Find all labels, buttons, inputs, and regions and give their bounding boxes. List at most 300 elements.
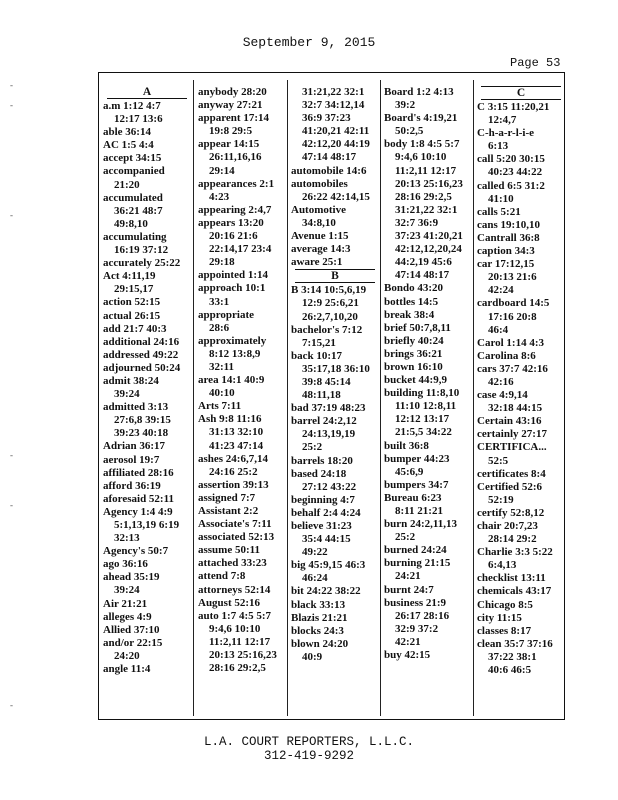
index-entry: built 36:8 <box>384 439 429 452</box>
index-entry-line <box>103 427 195 440</box>
index-entry: bumper 44:23 <box>384 452 450 465</box>
index-entry: barrels 18:20 <box>291 454 353 467</box>
index-entry-continuation: 39:2 <box>395 99 416 112</box>
index-entry-continuation: 52:19 <box>488 493 514 506</box>
index-entry: aware 25:1 <box>291 256 343 269</box>
index-entry-continuation: 36:21 48:7 <box>114 204 163 217</box>
index-entry: burning 21:15 <box>384 557 451 570</box>
index-entry-continuation: 12:9 25:6,21 <box>302 297 359 310</box>
index-entry: actual 26:15 <box>103 309 161 322</box>
index-entry: Bondo 43:20 <box>384 282 443 295</box>
index-entry-line <box>291 572 383 585</box>
index-entry-continuation: 25:2 <box>395 531 416 544</box>
index-entry-line <box>198 165 290 178</box>
index-entry-continuation: 39:8 45:14 <box>302 375 351 388</box>
index-entry-continuation: 24:16 25:2 <box>209 465 258 478</box>
index-entry: adjourned 50:24 <box>103 361 181 374</box>
index-entry-line <box>198 191 290 204</box>
index-entry-continuation: 32:7 36:9 <box>395 216 439 229</box>
index-entry: aerosol 19:7 <box>103 453 160 466</box>
index-entry-line <box>291 99 383 112</box>
index-entry: classes 8:17 <box>477 624 532 637</box>
index-entry-continuation: 4:23 <box>209 190 230 203</box>
index-entry-line <box>477 324 569 337</box>
index-entry-continuation: 45:6,9 <box>395 465 424 478</box>
index-entry-continuation: 27:6,8 39:15 <box>114 414 171 427</box>
index-entry-continuation: 35:4 44:15 <box>302 533 351 546</box>
index-entry: action 52:15 <box>103 296 161 309</box>
index-entry-line <box>477 311 569 324</box>
index-entry-line <box>291 151 383 164</box>
index-entry-continuation: 32:13 <box>114 532 140 545</box>
index-entry-line <box>291 389 383 402</box>
index-entry-line <box>384 636 476 649</box>
index-entry-continuation: 37:23 41:20,21 <box>395 230 463 243</box>
index-entry-line <box>477 651 569 664</box>
index-entry: associated 52:13 <box>198 531 275 544</box>
index-entry: Allied 37:10 <box>103 623 160 636</box>
index-entry: August 52:16 <box>198 596 261 609</box>
index-entry: accumulated <box>103 191 163 204</box>
index-entry-line <box>198 466 290 479</box>
index-entry-line <box>477 455 569 468</box>
index-entry: briefly 40:24 <box>384 334 444 347</box>
index-entry: Blazis 21:21 <box>291 611 348 624</box>
index-entry-continuation: 41:23 47:14 <box>209 439 264 452</box>
index-entry-continuation: 12:4,7 <box>488 114 517 127</box>
index-entry-line <box>198 361 290 374</box>
index-entry: based 24:18 <box>291 467 347 480</box>
margin-mark: - <box>10 210 13 220</box>
index-entry-line <box>477 494 569 507</box>
index-entry: burnt 24:7 <box>384 583 434 596</box>
index-entry: back 10:17 <box>291 349 343 362</box>
index-entry: blown 24:20 <box>291 637 349 650</box>
index-entry: Agency's 50:7 <box>103 545 169 558</box>
index-entry: Act 4:11,19 <box>103 270 156 283</box>
index-entry: appearing 2:4,7 <box>198 203 272 216</box>
index-entry-line <box>291 138 383 151</box>
index-column-5 <box>477 86 569 677</box>
index-entry: behalf 2:4 4:24 <box>291 506 361 519</box>
index-entry-line <box>198 256 290 269</box>
index-entry-continuation: 25:2 <box>302 441 323 454</box>
index-entry: bumpers 34:7 <box>384 478 449 491</box>
index-entry: clean 35:7 37:16 <box>477 637 553 650</box>
index-entry: Carol 1:14 4:3 <box>477 336 545 349</box>
index-entry-continuation: 26:2,7,10,20 <box>302 310 358 323</box>
index-entry: calls 5:21 <box>477 205 521 218</box>
index-entry: certificates 8:4 <box>477 467 546 480</box>
index-entry-continuation: 42:21 <box>395 635 421 648</box>
index-entry: car 17:12,15 <box>477 258 535 271</box>
index-entry-line <box>477 166 569 179</box>
index-entry: brief 50:7,8,11 <box>384 321 451 334</box>
index-entry: assigned 7:7 <box>198 491 256 504</box>
index-entry-line <box>384 531 476 544</box>
index-entry: chemicals 43:17 <box>477 585 552 598</box>
index-entry: Associate's 7:11 <box>198 518 272 531</box>
index-entry-line <box>384 217 476 230</box>
margin-mark: - <box>10 80 13 90</box>
footer-company: L.A. COURT REPORTERS, L.L.C. <box>203 735 415 749</box>
index-entry-continuation: 24:13,19,19 <box>302 428 356 441</box>
index-entry-continuation: 28:6 <box>209 321 230 334</box>
index-entry-continuation: 20:16 21:6 <box>209 230 258 243</box>
index-entry: accept 34:15 <box>103 152 162 165</box>
index-entry-line <box>384 165 476 178</box>
index-entry-line <box>198 243 290 256</box>
index-entry: Agency 1:4 4:9 <box>103 505 173 518</box>
index-entry-continuation: 41:10 <box>488 192 514 205</box>
index-entry-line <box>103 283 195 296</box>
index-entry-continuation: 26:17 28:16 <box>395 609 450 622</box>
index-entry: attorneys 52:14 <box>198 583 271 596</box>
index-entry: cars 37:7 42:16 <box>477 362 548 375</box>
index-entry-line <box>477 114 569 127</box>
index-entry-continuation: 28:16 29:2,5 <box>395 190 452 203</box>
index-entry-continuation: 20:13 21:6 <box>488 271 537 284</box>
index-entry-continuation: 33:1 <box>209 295 230 308</box>
index-entry-line <box>477 271 569 284</box>
index-entry-line <box>291 481 383 494</box>
index-entry: bit 24:22 38:22 <box>291 585 361 598</box>
index-entry: assertion 39:13 <box>198 478 269 491</box>
index-entry-line <box>103 519 195 532</box>
margin-mark: - <box>10 450 13 460</box>
index-entry-line <box>291 651 383 664</box>
index-entry: admit 38:24 <box>103 374 159 387</box>
index-entry: Assistant 2:2 <box>198 505 259 517</box>
index-entry: accompanied <box>103 165 165 178</box>
index-entry: accurately 25:22 <box>103 257 181 270</box>
index-entry-line <box>477 533 569 546</box>
index-entry-continuation: 44:2,19 45:6 <box>395 256 452 269</box>
index-entry: case 4:9,14 <box>477 389 528 402</box>
index-entry-continuation: 42:24 <box>488 284 514 297</box>
index-entry: break 38:4 <box>384 308 435 321</box>
index-entry: CERTIFICA... <box>477 441 547 454</box>
index-entry: believe 31:23 <box>291 520 352 532</box>
index-entry-line <box>198 322 290 335</box>
index-entry: certainly 27:17 <box>477 428 547 441</box>
index-entry: brings 36:21 <box>384 347 443 360</box>
index-entry-line <box>477 284 569 297</box>
index-entry: called 6:5 31:2 <box>477 179 545 192</box>
index-entry-line <box>198 440 290 453</box>
index-entry: anybody 28:20 <box>198 86 267 98</box>
index-entry-continuation: 11:10 12:8,11 <box>395 400 457 413</box>
index-column-2 <box>198 86 290 675</box>
index-entry-line <box>384 413 476 426</box>
index-entry-line <box>384 243 476 256</box>
index-entry-continuation: 42:16 <box>488 375 514 388</box>
index-entry-line <box>198 348 290 361</box>
index-entry: big 45:9,15 46:3 <box>291 559 366 572</box>
index-entry-continuation: 47:14 48:17 <box>302 151 357 164</box>
index-entry-continuation: 27:12 43:22 <box>302 480 357 493</box>
index-entry-line <box>103 113 195 126</box>
index-entry-line <box>103 414 195 427</box>
index-entry-line <box>198 230 290 243</box>
index-entry: building 11:8,10 <box>384 387 460 400</box>
index-entry: barrel 24:2,12 <box>291 415 357 428</box>
index-entry: attend 7:8 <box>198 570 246 583</box>
index-entry: AC 1:5 4:4 <box>103 139 154 152</box>
index-entry-continuation: 7:15,21 <box>302 336 336 349</box>
index-entry: call 5:20 30:15 <box>477 153 545 166</box>
index-entry-continuation: 11:2,11 12:17 <box>395 164 457 177</box>
page-number: Page 53 <box>510 56 561 70</box>
index-entry-continuation: 42:12,12,20,24 <box>395 243 462 256</box>
page-header-date: September 9, 2015 <box>242 35 376 50</box>
index-entry-continuation: 50:2,5 <box>395 125 424 138</box>
index-entry: Ash 9:8 11:16 <box>198 413 262 426</box>
index-entry: appearances 2:1 <box>198 177 275 190</box>
index-entry: Carolina 8:6 <box>477 349 536 362</box>
index-entry-continuation: 29:15,17 <box>114 283 154 296</box>
margin-mark: - <box>10 100 13 110</box>
index-entry-continuation: 46:24 <box>302 572 328 585</box>
index-entry-line <box>384 256 476 269</box>
index-entry: black 33:13 <box>291 598 346 611</box>
index-entry: Certified 52:6 <box>477 480 543 493</box>
index-entry: certify 52:8,12 <box>477 506 545 519</box>
index-entry: Board's 4:19,21 <box>384 112 458 125</box>
index-entry: C-h-a-r-l-i-e <box>477 127 535 140</box>
index-entry-line <box>384 426 476 439</box>
index-entry: Avenue 1:15 <box>291 230 349 243</box>
index-entry-continuation: 40:9 <box>302 650 323 663</box>
index-entry-continuation: 24:20 <box>114 649 140 662</box>
index-entry-line <box>103 388 195 401</box>
index-entry: bad 37:19 48:23 <box>291 402 366 415</box>
index-entry: anyway 27:21 <box>198 99 263 112</box>
index-entry-line <box>477 376 569 389</box>
index-entry-continuation: 29:14 <box>209 164 235 177</box>
margin-mark: - <box>10 700 13 710</box>
index-entry-continuation: 32:11 <box>209 360 235 373</box>
index-entry-continuation: 24:21 <box>395 570 421 583</box>
index-entry: approach 10:1 <box>198 282 266 295</box>
index-entry-line <box>103 584 195 597</box>
index-entry: burned 24:24 <box>384 544 447 557</box>
index-entry: Bureau 6:23 <box>384 491 442 504</box>
index-entry: ashes 24:6,7,14 <box>198 452 268 465</box>
index-entry-line <box>477 140 569 153</box>
index-entry: addressed 49:22 <box>103 348 179 361</box>
index-entry-continuation: 32:9 37:2 <box>395 622 439 635</box>
index-column-3 <box>291 86 383 664</box>
index-entry-line <box>103 244 195 257</box>
index-entry-line <box>198 387 290 400</box>
margin-mark: - <box>10 500 13 510</box>
index-entry: cans 19:10,10 <box>477 218 540 231</box>
index-entry-line <box>291 191 383 204</box>
index-entry-line <box>291 311 383 324</box>
index-entry-continuation: 40:23 44:22 <box>488 166 543 179</box>
index-entry-continuation: 9:4,6 10:10 <box>395 151 447 164</box>
index-entry-continuation: 34:8,10 <box>302 216 336 229</box>
index-entry-line <box>198 636 290 649</box>
index-entry-continuation: 52:5 <box>488 454 509 467</box>
index-entry-continuation: 20:13 25:16,23 <box>209 649 277 662</box>
index-entry-line <box>291 337 383 350</box>
index-entry: ahead 35:19 <box>103 571 160 584</box>
index-entry-continuation: 8:11 21:21 <box>395 505 443 517</box>
index-entry-continuation: 9:4,6 10:10 <box>209 622 261 635</box>
index-entry: Adrian 36:17 <box>103 440 166 453</box>
index-entry: automobile 14:6 <box>291 164 367 177</box>
index-entry: alleges 4:9 <box>103 610 152 623</box>
index-entry: and/or 22:15 <box>103 636 163 649</box>
index-entry: auto 1:7 4:5 5:7 <box>198 609 272 622</box>
index-entry: a.m 1:12 4:7 <box>103 100 161 112</box>
index-entry: Chicago 8:5 <box>477 598 533 611</box>
index-entry-line <box>384 466 476 479</box>
index-entry-continuation: 39:23 40:18 <box>114 427 169 440</box>
index-entry: bachelor's 7:12 <box>291 323 363 336</box>
index-entry-line <box>384 191 476 204</box>
index-entry: beginning 4:7 <box>291 493 355 506</box>
index-entry-line <box>384 178 476 191</box>
index-entry-line <box>384 269 476 282</box>
index-entry: appointed 1:14 <box>198 269 268 282</box>
index-entry: able 36:14 <box>103 126 151 139</box>
index-entry: Board 1:2 4:13 <box>384 86 454 98</box>
index-entry: bottles 14:5 <box>384 295 439 308</box>
index-entry-line <box>291 376 383 389</box>
index-entry: ago 36:16 <box>103 558 148 571</box>
index-entry-line <box>291 125 383 138</box>
index-entry-continuation: 48:11,18 <box>302 389 341 402</box>
index-entry-line <box>291 112 383 125</box>
index-entry-continuation: 29:18 <box>209 256 235 269</box>
index-column-4 <box>384 86 476 662</box>
index-entry-continuation: 32:7 34:12,14 <box>302 99 365 112</box>
index-entry-continuation: 35:17,18 36:10 <box>302 362 370 375</box>
index-entry: assume 50:11 <box>198 544 261 557</box>
index-entry-continuation: 28:16 29:2,5 <box>209 662 266 675</box>
index-entry: business 21:9 <box>384 596 447 609</box>
index-entry: appropriate <box>198 308 255 321</box>
index-entry-continuation: 36:9 37:23 <box>302 112 351 125</box>
index-entry: afford 36:19 <box>103 479 161 492</box>
index-entry: burn 24:2,11,13 <box>384 518 458 531</box>
index-entry-line <box>103 650 195 663</box>
footer-phone: 312-419-9292 <box>263 749 354 763</box>
index-entry-line <box>384 204 476 217</box>
index-entry-continuation: 22:14,17 23:4 <box>209 243 272 256</box>
index-entry: average 14:3 <box>291 243 351 256</box>
index-entry: Automotive <box>291 203 346 216</box>
index-entry: body 1:8 4:5 5:7 <box>384 138 460 151</box>
index-entry: admitted 3:13 <box>103 401 169 414</box>
index-entry-continuation: 49:8,10 <box>114 217 148 230</box>
index-entry-continuation: 26:22 42:14,15 <box>302 190 370 203</box>
index-entry: approximately <box>198 334 267 347</box>
index-entry-continuation: 31:21,22 32:1 <box>302 86 365 98</box>
section-letter: B <box>295 269 375 283</box>
index-entry-continuation: 21:20 <box>114 178 140 191</box>
index-entry-continuation: 21:5,5 34:22 <box>395 426 452 439</box>
index-entry: accumulating <box>103 230 167 243</box>
index-entry-continuation: 47:14 48:17 <box>395 269 450 282</box>
index-entry-continuation: 12:17 13:6 <box>114 113 163 126</box>
index-entry-continuation: 8:12 13:8,9 <box>209 347 261 360</box>
index-entry-line <box>384 99 476 112</box>
index-entry: caption 34:3 <box>477 245 535 258</box>
index-entry-continuation: 37:22 38:1 <box>488 650 537 663</box>
index-entry-line <box>384 230 476 243</box>
index-entry-continuation: 41:20,21 42:11 <box>302 125 370 138</box>
index-entry-line <box>384 610 476 623</box>
index-entry: cardboard 14:5 <box>477 297 550 310</box>
index-entry-continuation: 16:19 37:12 <box>114 244 169 257</box>
index-entry-line <box>291 428 383 441</box>
index-entry: checklist 13:11 <box>477 572 546 585</box>
index-entry-line <box>291 533 383 546</box>
index-entry-line <box>103 179 195 192</box>
index-entry-line <box>198 151 290 164</box>
index-entry-continuation: 12:12 13:17 <box>395 413 450 426</box>
index-entry: apparent 17:14 <box>198 112 269 125</box>
index-entry: Charlie 3:3 5:22 <box>477 546 553 559</box>
index-entry: Cantrall 36:8 <box>477 231 540 244</box>
index-entry-continuation: 11:2,11 12:17 <box>209 635 271 648</box>
index-entry-line <box>477 193 569 206</box>
index-entry-line <box>291 546 383 559</box>
index-entry-line <box>198 623 290 636</box>
index-entry: city 11:15 <box>477 611 522 624</box>
index-entry: angle 11:4 <box>103 663 151 676</box>
index-entry-line <box>198 296 290 309</box>
index-entry: brown 16:10 <box>384 360 443 373</box>
index-entry-continuation: 5:1,13,19 6:19 <box>114 519 180 531</box>
index-entry: buy 42:15 <box>384 649 431 662</box>
index-entry: automobiles <box>291 177 348 190</box>
index-entry: aforesaid 52:11 <box>103 492 174 505</box>
index-entry-continuation: 17:16 20:8 <box>488 310 537 323</box>
index-entry: additional 24:16 <box>103 335 180 348</box>
index-entry-line <box>291 217 383 230</box>
index-entry: appears 13:20 <box>198 216 264 229</box>
index-entry-line <box>384 400 476 413</box>
index-entry-continuation: 6:4,13 <box>488 559 517 572</box>
index-entry-continuation: 46:4 <box>488 323 509 336</box>
index-entry-line <box>291 86 383 99</box>
index-entry-line <box>384 125 476 138</box>
index-entry-continuation: 49:22 <box>302 546 328 559</box>
index-entry-line <box>198 662 290 675</box>
index-entry-line <box>103 205 195 218</box>
index-entry: Arts 7:11 <box>198 400 242 413</box>
index-entry-continuation: 20:13 25:16,23 <box>395 177 463 190</box>
index-entry-continuation: 40:6 46:5 <box>488 664 532 677</box>
index-entry: attached 33:23 <box>198 557 267 570</box>
index-entry-line <box>477 402 569 415</box>
section-letter: A <box>107 86 187 99</box>
index-entry-line <box>384 505 476 518</box>
index-entry: affiliated 28:16 <box>103 466 174 479</box>
index-entry-line <box>384 570 476 583</box>
index-entry-line <box>198 649 290 662</box>
index-entry-line <box>198 426 290 439</box>
index-entry: add 21:7 40:3 <box>103 322 167 335</box>
index-entry-line <box>384 623 476 636</box>
index-entry-line <box>384 151 476 164</box>
index-entry: C 3:15 11:20,21 <box>477 101 550 113</box>
